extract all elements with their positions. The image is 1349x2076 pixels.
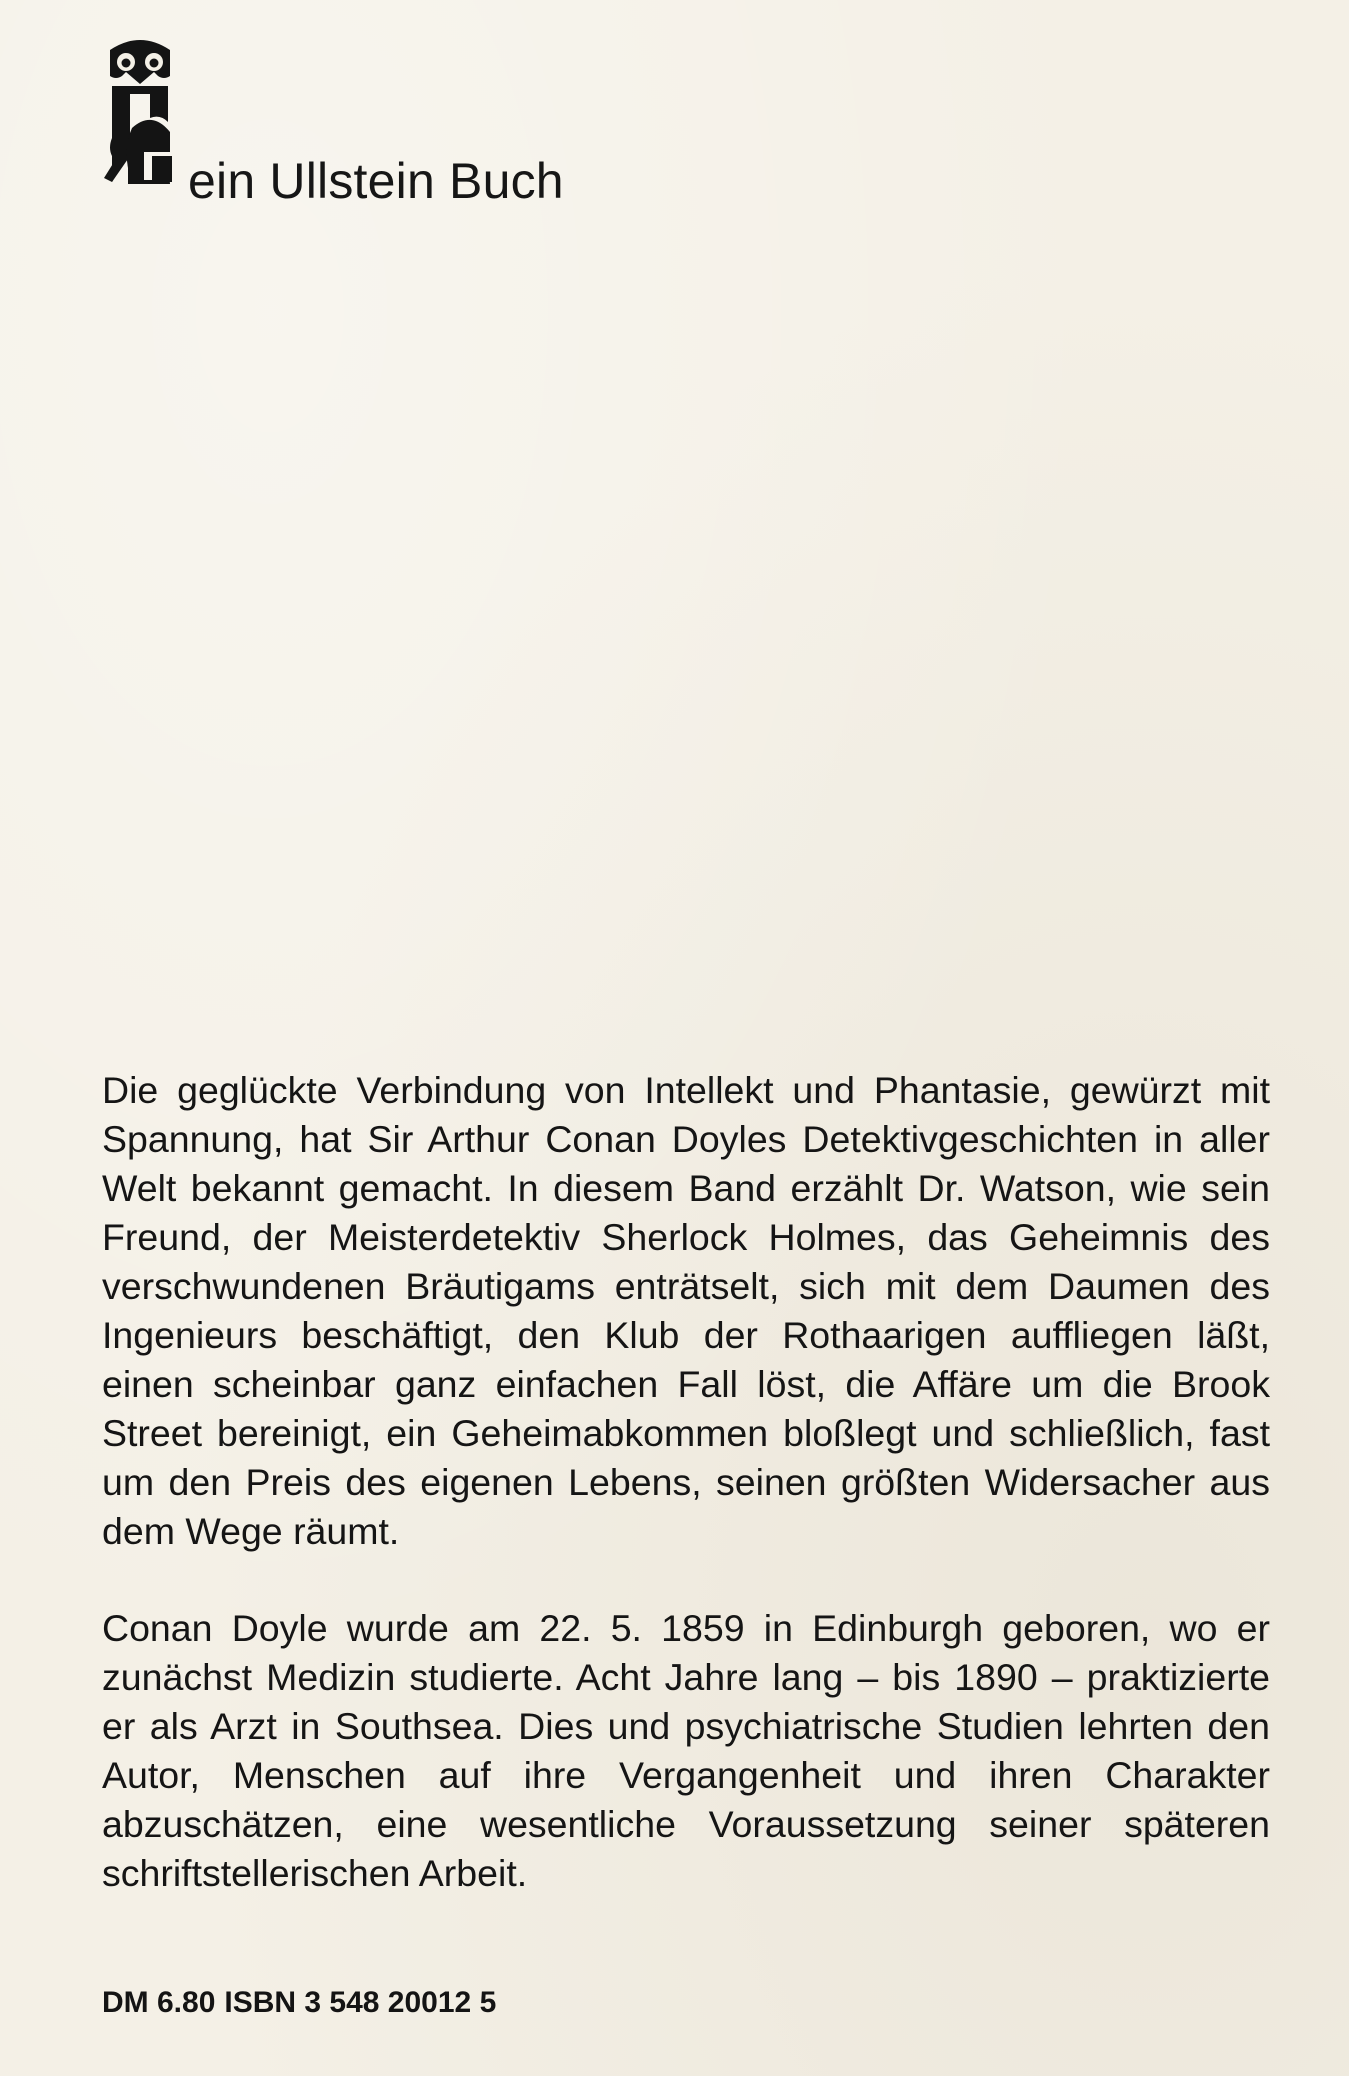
isbn: ISBN 3 548 20012 5 bbox=[224, 1986, 497, 2019]
price-isbn-line bbox=[102, 1986, 496, 2020]
author-bio-paragraph: Conan Doyle wurde am 22. 5. 1859 in Edinburgh geboren, wo er zunächst Medizin studierte. Acht Jahre lang – bis 1890 – praktizierte er als Arzt in Southsea. Dies und psychiatrische Studien lehrten den Autor, Menschen auf ihre Vergangenheit und ihren Charakter abzuschätzen, eine wesentliche Voraussetzung seiner späteren schriftstellerischen Arbeit. bbox=[102, 1607, 1270, 1894]
description-paragraph: Die geglückte Verbindung von Intellekt und Phantasie, gewürzt mit Spannung, hat Sir Arthur Conan Doyles Detektivgeschichten in aller Welt bekannt gemacht. In diesem Band erzählt Dr. Watson, wie sein Freund, der Meisterdetektiv Sherlock Holmes, das Geheimnis des verschwundenen Bräutigams enträtselt, sich mit dem Daumen des Ingenieurs beschäftigt, den Klub der Rothaarigen auffliegen läßt, einen scheinbar ganz einfachen Fall löst, die Affäre um die Brook Street bereinigt, ein Geheimabkommen bloßlegt und schließlich, fast um den Preis des eigenen Lebens, seinen größten Widersacher aus dem Wege räumt. bbox=[102, 1069, 1270, 1552]
ullstein-owl-logo-icon bbox=[104, 28, 176, 184]
book-description bbox=[102, 1066, 1270, 1898]
price: DM 6.80 bbox=[102, 1986, 216, 2019]
publisher-name: ein Ullstein Buch bbox=[188, 153, 564, 209]
